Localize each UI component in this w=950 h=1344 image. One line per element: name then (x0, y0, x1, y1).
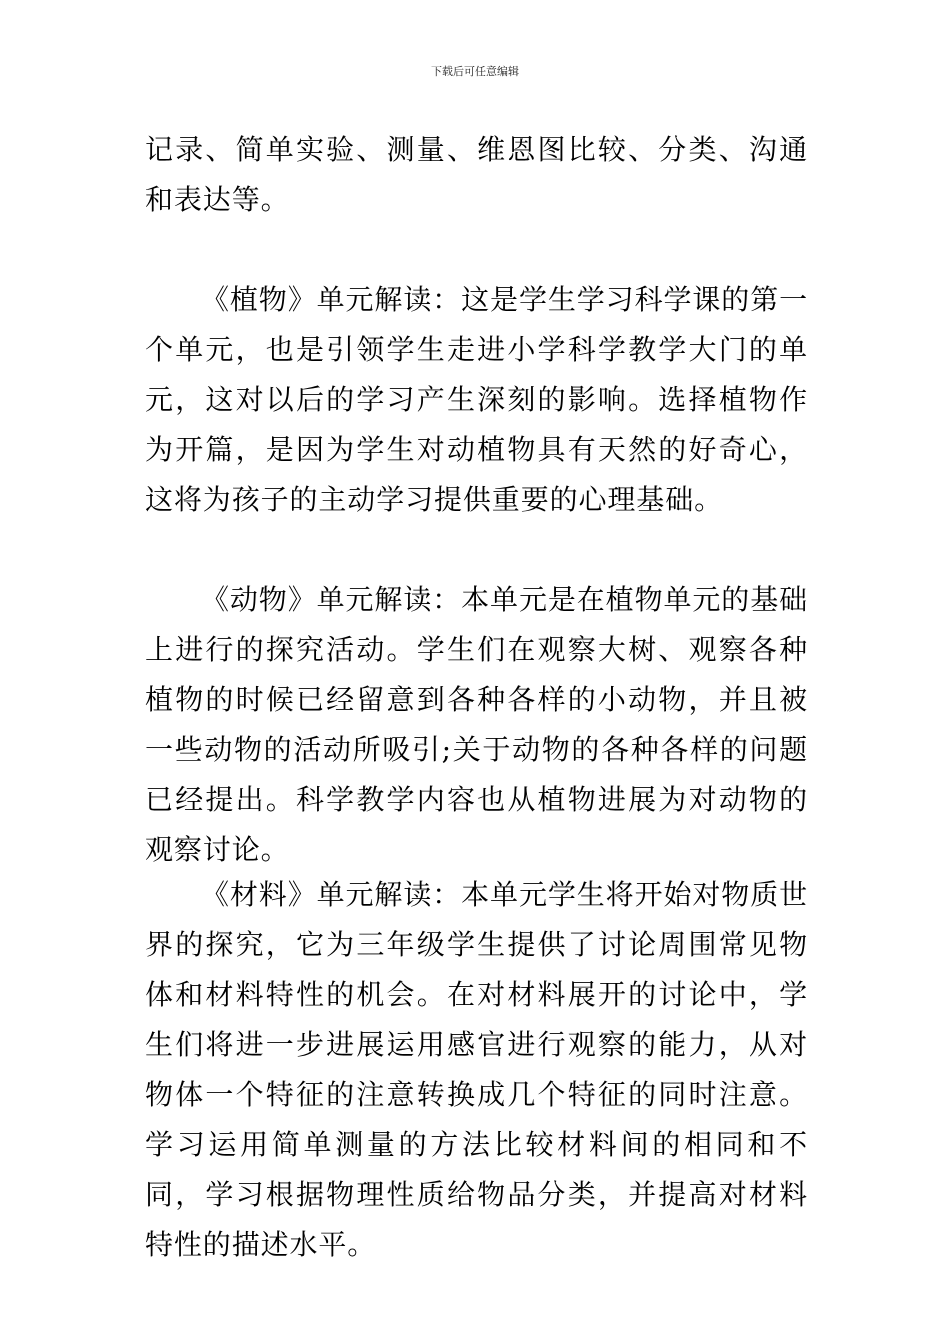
paragraph-animals-unit: 《动物》单元解读：本单元是在植物单元的基础上进行的探究活动。学生们在观察大树、观察各种植物的时候已经留意到各种各样的小动物，并且被一些动物的活动所吸引;关于动物的各种各样的问题已经提出。科学教学内容也从植物进展为对动物的观察讨论。 (145, 583, 808, 866)
paragraph-intro-continuation: 记录、简单实验、测量、维恩图比较、分类、沟通和表达等。 (145, 133, 808, 216)
page-header: 下载后可任意编辑 (431, 65, 519, 78)
paragraph-plants-unit: 《植物》单元解读：这是学生学习科学课的第一个单元，也是引领学生走进小学科学教学大门的单元，这对以后的学习产生深刻的影响。选择植物作为开篇，是因为学生对动植物具有天然的好奇心，这将为孩子的主动学习提供重要的心理基础。 (145, 283, 808, 516)
paragraph-materials-unit: 《材料》单元解读：本单元学生将开始对物质世界的探究，它为三年级学生提供了讨论周围常见物体和材料特性的机会。在对材料展开的讨论中，学生们将进一步进展运用感官进行观察的能力，从对物体一个特征的注意转换成几个特征的同时注意。学习运用简单测量的方法比较材料间的相同和不同，学习根据物理性质给物品分类，并提高对材料特性的描述水平。 (145, 878, 808, 1261)
